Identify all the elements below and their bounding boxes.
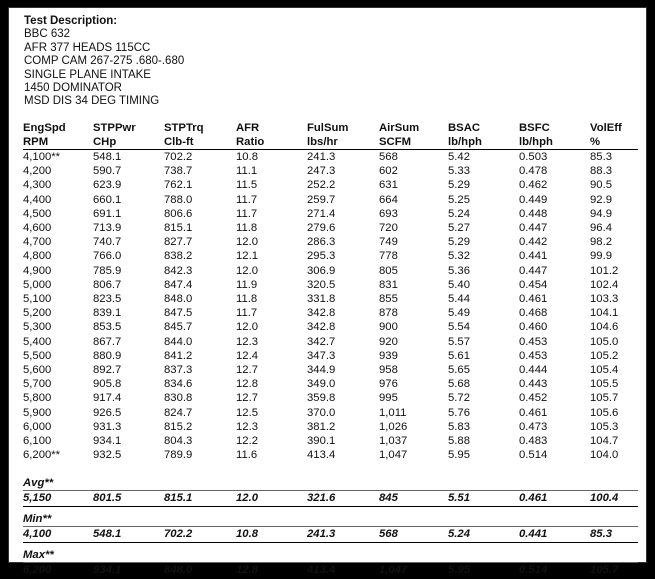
cell-airsum: 855 bbox=[379, 293, 398, 306]
summary-cell-engspd: 6,200 bbox=[23, 563, 93, 579]
cell-engspd: 4,100** bbox=[23, 151, 61, 163]
cell-bsac: 5.27 bbox=[448, 222, 470, 235]
cell-voleff: 105.5 bbox=[590, 378, 619, 391]
cell-stptrq: 738.7 bbox=[164, 165, 193, 178]
cell-airsum: 958 bbox=[379, 364, 398, 377]
cell-airsum: 1,026 bbox=[379, 420, 408, 433]
cell-bsfc: 0.453 bbox=[519, 335, 548, 348]
column-header-bsac: BSAC bbox=[448, 122, 481, 134]
cell-stptrq: 789.9 bbox=[164, 449, 193, 462]
column-header-fulsum: FulSum bbox=[307, 122, 349, 134]
summary-cell-bsac: 5.95 bbox=[448, 563, 519, 579]
column-header-engspd: EngSpd bbox=[23, 122, 66, 134]
summary-cell-stptrq: 848.0 bbox=[164, 563, 236, 579]
table-row bbox=[23, 249, 638, 263]
cell-stptrq: 842.3 bbox=[164, 264, 193, 277]
cell-stppwr: 785.9 bbox=[93, 264, 122, 277]
cell-stptrq: 815.2 bbox=[164, 420, 193, 433]
cell-voleff: 102.4 bbox=[590, 278, 619, 291]
cell-engspd: 5,600 bbox=[23, 364, 52, 377]
summary-label: Max** bbox=[23, 548, 54, 561]
cell-bsfc: 0.444 bbox=[519, 364, 548, 377]
summary-row bbox=[23, 526, 638, 542]
table-row bbox=[23, 193, 638, 207]
cell-afr: 10.8 bbox=[236, 151, 258, 163]
cell-fulsum: 413.4 bbox=[307, 449, 336, 462]
cell-afr: 11.8 bbox=[236, 293, 258, 306]
cell-stppwr: 806.7 bbox=[93, 278, 122, 291]
summary-row bbox=[23, 563, 638, 579]
cell-voleff: 90.5 bbox=[590, 179, 612, 192]
cell-bsac: 5.25 bbox=[448, 193, 470, 206]
cell-stptrq: 844.0 bbox=[164, 335, 193, 348]
cell-bsac: 5.57 bbox=[448, 335, 470, 348]
cell-bsac: 5.32 bbox=[448, 250, 470, 263]
cell-voleff: 92.9 bbox=[590, 193, 612, 206]
summary-cell-bsfc: 0.514 bbox=[519, 563, 590, 579]
summary-cell-stppwr: 801.5 bbox=[93, 490, 164, 506]
table-row bbox=[23, 264, 638, 278]
cell-bsfc: 0.461 bbox=[519, 293, 548, 306]
spacer-row bbox=[23, 462, 638, 470]
cell-engspd: 4,500 bbox=[23, 207, 52, 220]
cell-fulsum: 241.3 bbox=[307, 151, 336, 163]
column-header-afr: AFR bbox=[236, 122, 260, 134]
cell-engspd: 6,200** bbox=[23, 449, 61, 462]
cell-afr: 12.7 bbox=[236, 364, 258, 377]
cell-afr: 12.0 bbox=[236, 264, 258, 277]
cell-afr: 12.7 bbox=[236, 392, 258, 405]
header-name-row bbox=[23, 121, 638, 135]
cell-fulsum: 286.3 bbox=[307, 236, 336, 249]
cell-voleff: 99.9 bbox=[590, 250, 612, 263]
cell-stppwr: 691.1 bbox=[93, 207, 122, 220]
cell-stptrq: 702.2 bbox=[164, 151, 193, 163]
cell-bsfc: 0.503 bbox=[519, 151, 548, 163]
cell-voleff: 104.0 bbox=[590, 449, 619, 462]
summary-cell-bsac: 5.51 bbox=[448, 490, 519, 506]
cell-bsac: 5.72 bbox=[448, 392, 470, 405]
cell-stppwr: 660.1 bbox=[93, 193, 122, 206]
cell-stppwr: 766.0 bbox=[93, 250, 122, 263]
cell-bsfc: 0.453 bbox=[519, 349, 548, 362]
cell-bsac: 5.83 bbox=[448, 420, 470, 433]
summary-cell-engspd: 4,100 bbox=[23, 526, 93, 542]
summary-cell-afr: 12.0 bbox=[236, 490, 307, 506]
cell-stppwr: 917.4 bbox=[93, 392, 122, 405]
description-line: 1450 DOMINATOR bbox=[24, 82, 122, 95]
column-header-engspd-unit: RPM bbox=[23, 135, 93, 150]
cell-voleff: 103.3 bbox=[590, 293, 619, 306]
cell-engspd: 4,400 bbox=[23, 193, 52, 206]
cell-bsfc: 0.443 bbox=[519, 378, 548, 391]
cell-fulsum: 295.3 bbox=[307, 250, 336, 263]
summary-cell-airsum: 845 bbox=[379, 490, 448, 506]
cell-airsum: 749 bbox=[379, 236, 398, 249]
cell-stptrq: 762.1 bbox=[164, 179, 193, 192]
cell-stptrq: 830.8 bbox=[164, 392, 193, 405]
cell-fulsum: 359.8 bbox=[307, 392, 336, 405]
cell-stptrq: 788.0 bbox=[164, 193, 193, 206]
cell-airsum: 920 bbox=[379, 335, 398, 348]
cell-bsfc: 0.454 bbox=[519, 278, 548, 291]
cell-stppwr: 892.7 bbox=[93, 364, 122, 377]
column-header-airsum: AirSum bbox=[379, 122, 420, 134]
table-row bbox=[23, 406, 638, 420]
summary-cell-stppwr: 934.1 bbox=[93, 563, 164, 579]
cell-airsum: 631 bbox=[379, 179, 398, 192]
column-header-voleff-unit: % bbox=[590, 135, 638, 150]
cell-stptrq: 838.2 bbox=[164, 250, 193, 263]
column-header-afr-unit: Ratio bbox=[236, 135, 307, 150]
table-row bbox=[23, 292, 638, 306]
column-header-stptrq: STPTrq bbox=[164, 122, 204, 134]
cell-bsac: 5.29 bbox=[448, 179, 470, 192]
cell-afr: 11.5 bbox=[236, 179, 258, 192]
cell-stptrq: 827.7 bbox=[164, 236, 193, 249]
cell-voleff: 105.2 bbox=[590, 349, 619, 362]
description-line: COMP CAM 267-275 .680-.680 bbox=[24, 55, 185, 68]
summary-cell-fulsum: 321.6 bbox=[307, 490, 379, 506]
table-row bbox=[23, 306, 638, 320]
cell-voleff: 101.2 bbox=[590, 264, 619, 277]
cell-fulsum: 342.7 bbox=[307, 335, 336, 348]
summary-cell-stppwr: 548.1 bbox=[93, 526, 164, 542]
cell-stppwr: 548.1 bbox=[93, 151, 122, 163]
table-row bbox=[23, 221, 638, 235]
cell-airsum: 664 bbox=[379, 193, 398, 206]
cell-bsac: 5.24 bbox=[448, 207, 470, 220]
table-row bbox=[23, 235, 638, 249]
cell-voleff: 98.2 bbox=[590, 236, 612, 249]
cell-stptrq: 806.6 bbox=[164, 207, 193, 220]
cell-voleff: 104.7 bbox=[590, 435, 619, 448]
cell-stppwr: 905.8 bbox=[93, 378, 122, 391]
summary-cell-fulsum: 241.3 bbox=[307, 526, 379, 542]
summary-row bbox=[23, 490, 638, 506]
cell-fulsum: 342.8 bbox=[307, 307, 336, 320]
cell-stppwr: 590.7 bbox=[93, 165, 122, 178]
cell-airsum: 720 bbox=[379, 222, 398, 235]
summary-cell-voleff: 105.7 bbox=[590, 563, 638, 579]
cell-stppwr: 932.5 bbox=[93, 449, 122, 462]
table-row bbox=[23, 391, 638, 405]
cell-airsum: 1,047 bbox=[379, 449, 408, 462]
cell-voleff: 85.3 bbox=[590, 151, 612, 163]
cell-afr: 12.8 bbox=[236, 378, 258, 391]
cell-fulsum: 306.9 bbox=[307, 264, 336, 277]
column-header-voleff: VolEff bbox=[590, 122, 622, 134]
cell-engspd: 5,900 bbox=[23, 406, 52, 419]
cell-stptrq: 845.7 bbox=[164, 321, 193, 334]
cell-stppwr: 853.5 bbox=[93, 321, 122, 334]
cell-fulsum: 271.4 bbox=[307, 207, 336, 220]
cell-fulsum: 320.5 bbox=[307, 278, 336, 291]
cell-engspd: 5,500 bbox=[23, 349, 52, 362]
summary-cell-stptrq: 815.1 bbox=[164, 490, 236, 506]
cell-engspd: 5,800 bbox=[23, 392, 52, 405]
cell-bsac: 5.88 bbox=[448, 435, 470, 448]
cell-afr: 11.7 bbox=[236, 307, 258, 320]
cell-bsfc: 0.468 bbox=[519, 307, 548, 320]
cell-fulsum: 381.2 bbox=[307, 420, 336, 433]
cell-stptrq: 848.0 bbox=[164, 293, 193, 306]
cell-bsac: 5.61 bbox=[448, 349, 470, 362]
summary-label-row bbox=[23, 470, 638, 490]
cell-engspd: 6,100 bbox=[23, 435, 52, 448]
cell-stppwr: 931.3 bbox=[93, 420, 122, 433]
cell-stptrq: 847.4 bbox=[164, 278, 193, 291]
cell-afr: 12.2 bbox=[236, 435, 258, 448]
cell-engspd: 4,600 bbox=[23, 222, 52, 235]
cell-airsum: 939 bbox=[379, 349, 398, 362]
cell-stppwr: 867.7 bbox=[93, 335, 122, 348]
cell-bsac: 5.42 bbox=[448, 151, 470, 163]
description-line: SINGLE PLANE INTAKE bbox=[24, 68, 151, 81]
cell-bsfc: 0.483 bbox=[519, 435, 548, 448]
summary-cell-bsac: 5.24 bbox=[448, 526, 519, 542]
summary-cell-afr: 10.8 bbox=[236, 526, 307, 542]
summary-label-row bbox=[23, 542, 638, 562]
cell-bsac: 5.36 bbox=[448, 264, 470, 277]
cell-engspd: 4,900 bbox=[23, 264, 52, 277]
table-row bbox=[23, 349, 638, 363]
table-row bbox=[23, 420, 638, 434]
cell-voleff: 105.0 bbox=[590, 335, 619, 348]
table-row bbox=[23, 150, 638, 165]
table-row bbox=[23, 207, 638, 221]
column-header-airsum-unit: SCFM bbox=[379, 135, 448, 150]
cell-afr: 12.3 bbox=[236, 335, 258, 348]
cell-bsfc: 0.462 bbox=[519, 179, 548, 192]
cell-engspd: 4,200 bbox=[23, 165, 52, 178]
column-header-stptrq-unit: Clb-ft bbox=[164, 135, 236, 150]
dyno-data-table bbox=[23, 121, 638, 579]
table-row bbox=[23, 363, 638, 377]
cell-afr: 11.8 bbox=[236, 222, 258, 235]
cell-stptrq: 837.3 bbox=[164, 364, 193, 377]
table-row bbox=[23, 335, 638, 349]
cell-airsum: 878 bbox=[379, 307, 398, 320]
cell-voleff: 105.7 bbox=[590, 392, 619, 405]
cell-voleff: 96.4 bbox=[590, 222, 612, 235]
summary-label: Avg** bbox=[23, 476, 54, 489]
test-description bbox=[24, 15, 184, 109]
cell-airsum: 1,037 bbox=[379, 435, 408, 448]
cell-afr: 12.1 bbox=[236, 250, 258, 263]
cell-afr: 11.6 bbox=[236, 449, 258, 462]
cell-bsac: 5.49 bbox=[448, 307, 470, 320]
cell-engspd: 5,400 bbox=[23, 335, 52, 348]
cell-voleff: 105.3 bbox=[590, 420, 619, 433]
cell-engspd: 5,000 bbox=[23, 278, 52, 291]
cell-bsfc: 0.460 bbox=[519, 321, 548, 334]
cell-bsfc: 0.447 bbox=[519, 264, 548, 277]
cell-bsfc: 0.473 bbox=[519, 420, 548, 433]
column-header-bsac-unit: lb/hph bbox=[448, 135, 519, 150]
cell-voleff: 104.6 bbox=[590, 321, 619, 334]
cell-airsum: 805 bbox=[379, 264, 398, 277]
cell-voleff: 105.6 bbox=[590, 406, 619, 419]
cell-engspd: 5,700 bbox=[23, 378, 52, 391]
cell-fulsum: 347.3 bbox=[307, 349, 336, 362]
dyno-report-sheet bbox=[8, 7, 647, 577]
cell-bsfc: 0.442 bbox=[519, 236, 548, 249]
cell-fulsum: 252.2 bbox=[307, 179, 336, 192]
table-body bbox=[23, 150, 638, 579]
cell-stptrq: 804.3 bbox=[164, 435, 193, 448]
cell-airsum: 995 bbox=[379, 392, 398, 405]
cell-fulsum: 370.0 bbox=[307, 406, 336, 419]
column-header-bsfc: BSFC bbox=[519, 122, 550, 134]
cell-afr: 11.9 bbox=[236, 278, 258, 291]
cell-stptrq: 834.6 bbox=[164, 378, 193, 391]
cell-fulsum: 349.0 bbox=[307, 378, 336, 391]
cell-engspd: 4,300 bbox=[23, 179, 52, 192]
cell-engspd: 5,200 bbox=[23, 307, 52, 320]
cell-afr: 12.0 bbox=[236, 236, 258, 249]
cell-airsum: 602 bbox=[379, 165, 398, 178]
cell-stppwr: 839.1 bbox=[93, 307, 122, 320]
cell-bsfc: 0.478 bbox=[519, 165, 548, 178]
cell-bsfc: 0.448 bbox=[519, 207, 548, 220]
table-row bbox=[23, 434, 638, 448]
cell-engspd: 4,800 bbox=[23, 250, 52, 263]
summary-label-row bbox=[23, 506, 638, 526]
cell-bsac: 5.29 bbox=[448, 236, 470, 249]
cell-airsum: 568 bbox=[379, 151, 398, 163]
cell-stptrq: 847.5 bbox=[164, 307, 193, 320]
cell-voleff: 94.9 bbox=[590, 207, 612, 220]
cell-bsfc: 0.452 bbox=[519, 392, 548, 405]
summary-cell-bsfc: 0.441 bbox=[519, 526, 590, 542]
cell-bsfc: 0.441 bbox=[519, 250, 548, 263]
cell-airsum: 976 bbox=[379, 378, 398, 391]
cell-afr: 12.5 bbox=[236, 406, 258, 419]
cell-bsac: 5.44 bbox=[448, 293, 470, 306]
table-row bbox=[23, 448, 638, 462]
cell-afr: 12.0 bbox=[236, 321, 258, 334]
cell-bsac: 5.95 bbox=[448, 449, 470, 462]
summary-cell-airsum: 1,047 bbox=[379, 563, 448, 579]
cell-stppwr: 880.9 bbox=[93, 349, 122, 362]
table-row bbox=[23, 377, 638, 391]
cell-fulsum: 259.7 bbox=[307, 193, 336, 206]
cell-airsum: 693 bbox=[379, 207, 398, 220]
cell-engspd: 6,000 bbox=[23, 420, 52, 433]
cell-stppwr: 926.5 bbox=[93, 406, 122, 419]
cell-bsac: 5.68 bbox=[448, 378, 470, 391]
cell-stptrq: 824.7 bbox=[164, 406, 193, 419]
cell-stppwr: 934.1 bbox=[93, 435, 122, 448]
cell-stppwr: 623.9 bbox=[93, 179, 122, 192]
cell-airsum: 778 bbox=[379, 250, 398, 263]
summary-cell-engspd: 5,150 bbox=[23, 490, 93, 506]
header-unit-row bbox=[23, 135, 638, 150]
cell-stppwr: 713.9 bbox=[93, 222, 122, 235]
cell-bsfc: 0.461 bbox=[519, 406, 548, 419]
column-header-stppwr-unit: CHp bbox=[93, 135, 164, 150]
table-row bbox=[23, 164, 638, 178]
cell-engspd: 4,700 bbox=[23, 236, 52, 249]
cell-stppwr: 740.7 bbox=[93, 236, 122, 249]
cell-engspd: 5,100 bbox=[23, 293, 52, 306]
summary-cell-afr: 12.8 bbox=[236, 563, 307, 579]
cell-voleff: 105.4 bbox=[590, 364, 619, 377]
cell-voleff: 104.1 bbox=[590, 307, 619, 320]
cell-bsfc: 0.514 bbox=[519, 449, 548, 462]
description-line: AFR 377 HEADS 115CC bbox=[24, 41, 151, 54]
cell-fulsum: 331.8 bbox=[307, 293, 336, 306]
cell-bsac: 5.65 bbox=[448, 364, 470, 377]
cell-airsum: 831 bbox=[379, 278, 398, 291]
column-header-stppwr: STPPwr bbox=[93, 122, 136, 134]
cell-stppwr: 823.5 bbox=[93, 293, 122, 306]
cell-voleff: 88.3 bbox=[590, 165, 612, 178]
column-header-fulsum-unit: lbs/hr bbox=[307, 135, 379, 150]
test-description-title: Test Description: bbox=[24, 15, 118, 27]
table-row bbox=[23, 178, 638, 192]
summary-cell-voleff: 100.4 bbox=[590, 490, 638, 506]
description-line: BBC 632 bbox=[24, 28, 71, 41]
cell-bsfc: 0.447 bbox=[519, 222, 548, 235]
summary-cell-bsfc: 0.461 bbox=[519, 490, 590, 506]
table-header bbox=[23, 121, 638, 150]
cell-fulsum: 247.3 bbox=[307, 165, 336, 178]
table-row bbox=[23, 320, 638, 334]
cell-afr: 11.7 bbox=[236, 193, 258, 206]
cell-bsac: 5.54 bbox=[448, 321, 470, 334]
cell-bsfc: 0.449 bbox=[519, 193, 548, 206]
cell-bsac: 5.40 bbox=[448, 278, 470, 291]
cell-fulsum: 390.1 bbox=[307, 435, 336, 448]
column-header-bsfc-unit: lb/hph bbox=[519, 135, 590, 150]
summary-cell-airsum: 568 bbox=[379, 526, 448, 542]
cell-stptrq: 841.2 bbox=[164, 349, 193, 362]
cell-bsac: 5.76 bbox=[448, 406, 470, 419]
table-row bbox=[23, 278, 638, 292]
summary-cell-voleff: 85.3 bbox=[590, 526, 638, 542]
cell-stptrq: 815.1 bbox=[164, 222, 193, 235]
cell-fulsum: 344.9 bbox=[307, 364, 336, 377]
cell-afr: 11.7 bbox=[236, 207, 258, 220]
cell-airsum: 900 bbox=[379, 321, 398, 334]
cell-afr: 12.4 bbox=[236, 349, 258, 362]
cell-fulsum: 342.8 bbox=[307, 321, 336, 334]
cell-airsum: 1,011 bbox=[379, 406, 407, 419]
description-line: MSD DIS 34 DEG TIMING bbox=[24, 95, 160, 108]
cell-afr: 11.1 bbox=[236, 165, 258, 178]
cell-bsac: 5.33 bbox=[448, 165, 470, 178]
cell-afr: 12.3 bbox=[236, 420, 258, 433]
cell-engspd: 5,300 bbox=[23, 321, 52, 334]
cell-fulsum: 279.6 bbox=[307, 222, 336, 235]
summary-cell-stptrq: 702.2 bbox=[164, 526, 236, 542]
summary-cell-fulsum: 413.4 bbox=[307, 563, 379, 579]
summary-label: Min** bbox=[23, 512, 52, 525]
